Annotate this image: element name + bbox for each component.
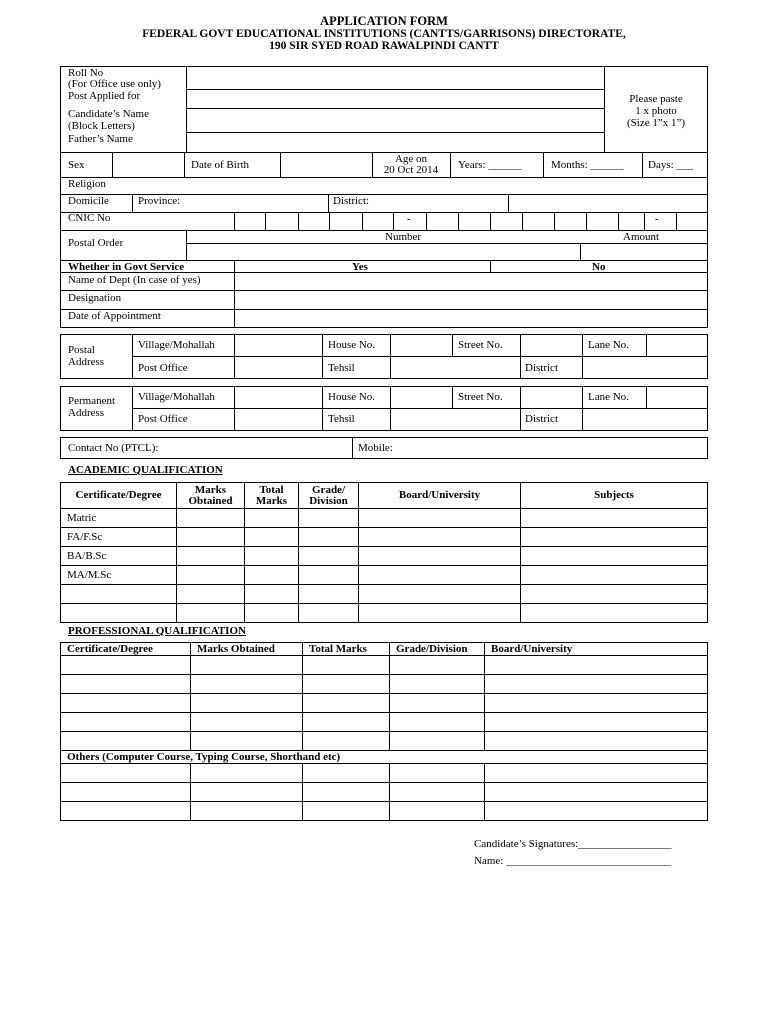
postal-tehsil-label: Tehsil [328, 362, 355, 374]
father-name-field[interactable] [187, 133, 603, 151]
father-name-label: Father’s Name [68, 133, 133, 145]
academic-col-marks: Marks Obtained [177, 483, 245, 509]
block-letters-label: (Block Letters) [68, 120, 135, 132]
appointment-date-field[interactable] [235, 310, 707, 327]
photo-instruction-line3: (Size 1”x 1”) [626, 117, 686, 129]
post-applied-label: Post Applied for [68, 90, 141, 102]
academic-col-total: Total Marks [245, 483, 299, 509]
postal-village-label: Village/Mohallah [138, 339, 215, 351]
permanent-tehsil-label: Tehsil [328, 413, 355, 425]
age-on-label: Age on [394, 153, 428, 165]
professional-col-marks: Marks Obtained [191, 643, 303, 656]
cnic-label: CNIC No [68, 212, 111, 224]
cnic-dash-2: - [655, 213, 659, 225]
row-label[interactable] [61, 585, 177, 604]
mobile-field[interactable]: Mobile: [358, 442, 393, 454]
designation-label: Designation [68, 292, 122, 304]
others-label: Others (Computer Course, Typing Course, Shorthand etc) [61, 751, 708, 764]
table-row [61, 764, 708, 783]
signature-field[interactable]: Candidate’s Signatures:_________________ [474, 838, 672, 850]
table-row [61, 694, 708, 713]
table-row [61, 547, 708, 566]
age-date-label: 20 Oct 2014 [383, 164, 439, 176]
table-row [61, 802, 708, 821]
postal-order-label: Postal Order [68, 237, 124, 249]
others-row [61, 751, 708, 764]
ptcl-field[interactable]: Contact No (PTCL): [68, 442, 159, 454]
office-use-label: (For Office use only) [68, 78, 161, 90]
postal-street-field[interactable] [521, 335, 581, 355]
table-row [61, 585, 708, 604]
permanent-post-office-label: Post Office [138, 413, 188, 425]
table-row [61, 566, 708, 585]
permanent-lane-label: Lane No. [588, 391, 629, 403]
row-label[interactable] [61, 604, 177, 623]
permanent-house-label: House No. [328, 391, 376, 403]
name-field[interactable]: Name: ______________________________ [474, 855, 672, 867]
row-label: BA/B.Sc [61, 547, 177, 566]
postal-lane-field[interactable] [647, 335, 707, 355]
years-field[interactable]: Years: ______ [458, 159, 522, 171]
postal-lane-label: Lane No. [588, 339, 629, 351]
cnic-dash-1: - [407, 213, 411, 225]
professional-table [60, 642, 708, 821]
religion-label: Religion [68, 178, 106, 190]
religion-field[interactable] [120, 178, 706, 193]
days-field[interactable]: Days: ___ [648, 159, 693, 171]
designation-field[interactable] [235, 291, 707, 308]
academic-heading: ACADEMIC QUALIFICATION [68, 464, 223, 476]
district-field[interactable]: District: [333, 195, 370, 207]
table-row [61, 713, 708, 732]
academic-table [60, 482, 708, 623]
permanent-address-label-1: Permanent [68, 395, 116, 407]
permanent-village-field[interactable] [235, 387, 321, 407]
permanent-house-field[interactable] [391, 387, 451, 407]
postal-post-office-field[interactable] [235, 357, 321, 378]
academic-col-grade: Grade/ Division [299, 483, 359, 509]
appointment-date-label: Date of Appointment [68, 310, 161, 322]
permanent-district-label: District [525, 413, 558, 425]
professional-col-total: Total Marks [303, 643, 390, 656]
postal-street-label: Street No. [458, 339, 503, 351]
postal-order-number-field[interactable] [187, 244, 579, 259]
row-label: MA/M.Sc [61, 566, 177, 585]
row-label: Matric [61, 509, 177, 528]
months-field[interactable]: Months: ______ [551, 159, 624, 171]
table-row [61, 732, 708, 751]
domicile-label: Domicile [68, 195, 109, 207]
postal-district-label: District [525, 362, 558, 374]
table-row [61, 783, 708, 802]
postal-house-field[interactable] [391, 335, 451, 355]
photo-instruction-line2: 1 x photo [635, 105, 677, 117]
postal-tehsil-field[interactable] [391, 357, 519, 378]
province-field[interactable]: Province: [138, 195, 181, 207]
roll-no-field[interactable] [187, 67, 603, 88]
table-row [61, 604, 708, 623]
row-label: FA/F.Sc [61, 528, 177, 547]
candidate-name-label: Candidate’s Name [68, 108, 149, 120]
dob-field[interactable] [281, 153, 371, 176]
professional-col-grade: Grade/Division [390, 643, 485, 656]
postal-post-office-label: Post Office [138, 362, 188, 374]
postal-order-number-label: Number [385, 231, 422, 243]
govt-service-yes[interactable]: Yes [352, 261, 368, 273]
roll-no-label: Roll No [68, 67, 104, 79]
govt-service-label: Whether in Govt Service [68, 261, 185, 273]
postal-order-amount-label: Amount [623, 231, 660, 243]
sex-field[interactable] [113, 153, 183, 176]
dept-name-label: Name of Dept (In case of yes) [68, 274, 201, 286]
permanent-street-label: Street No. [458, 391, 503, 403]
professional-heading: PROFESSIONAL QUALIFICATION [68, 625, 246, 637]
academic-col-board: Board/University [359, 483, 521, 509]
postal-order-amount-field[interactable] [581, 244, 707, 259]
academic-col-cert: Certificate/Degree [61, 483, 177, 509]
permanent-street-field[interactable] [521, 387, 581, 407]
table-row [61, 656, 708, 675]
table-row [61, 509, 708, 528]
permanent-tehsil-field[interactable] [391, 409, 519, 430]
postal-address-label-2: Address [68, 356, 105, 368]
permanent-post-office-field[interactable] [235, 409, 321, 430]
dob-label: Date of Birth [191, 159, 250, 171]
academic-header-row [61, 483, 708, 509]
form-title: APPLICATION FORM [320, 14, 448, 28]
post-applied-field[interactable] [187, 90, 603, 107]
professional-header-row [61, 643, 708, 656]
postal-address-label-1: Postal [68, 344, 95, 356]
sex-label: Sex [68, 159, 85, 171]
dept-name-field[interactable] [235, 273, 707, 289]
candidate-name-field[interactable] [187, 109, 603, 131]
permanent-lane-field[interactable] [647, 387, 707, 407]
postal-village-field[interactable] [235, 335, 321, 355]
photo-instruction-line1: Please paste [629, 93, 683, 105]
professional-col-board: Board/University [485, 643, 708, 656]
directorate-address: 190 SIR SYED ROAD RAWALPINDI CANTT [269, 40, 499, 52]
postal-house-label: House No. [328, 339, 376, 351]
postal-district-field[interactable] [583, 357, 707, 378]
permanent-address-label-2: Address [68, 407, 105, 419]
academic-col-subjects: Subjects [521, 483, 708, 509]
permanent-village-label: Village/Mohallah [138, 391, 215, 403]
professional-col-cert: Certificate/Degree [61, 643, 191, 656]
govt-service-no[interactable]: No [592, 261, 606, 273]
directorate-name: FEDERAL GOVT EDUCATIONAL INSTITUTIONS (CANTTS/GARRISONS) DIRECTORATE, [142, 28, 626, 40]
permanent-district-field[interactable] [583, 409, 707, 430]
table-row [61, 528, 708, 547]
table-row [61, 675, 708, 694]
